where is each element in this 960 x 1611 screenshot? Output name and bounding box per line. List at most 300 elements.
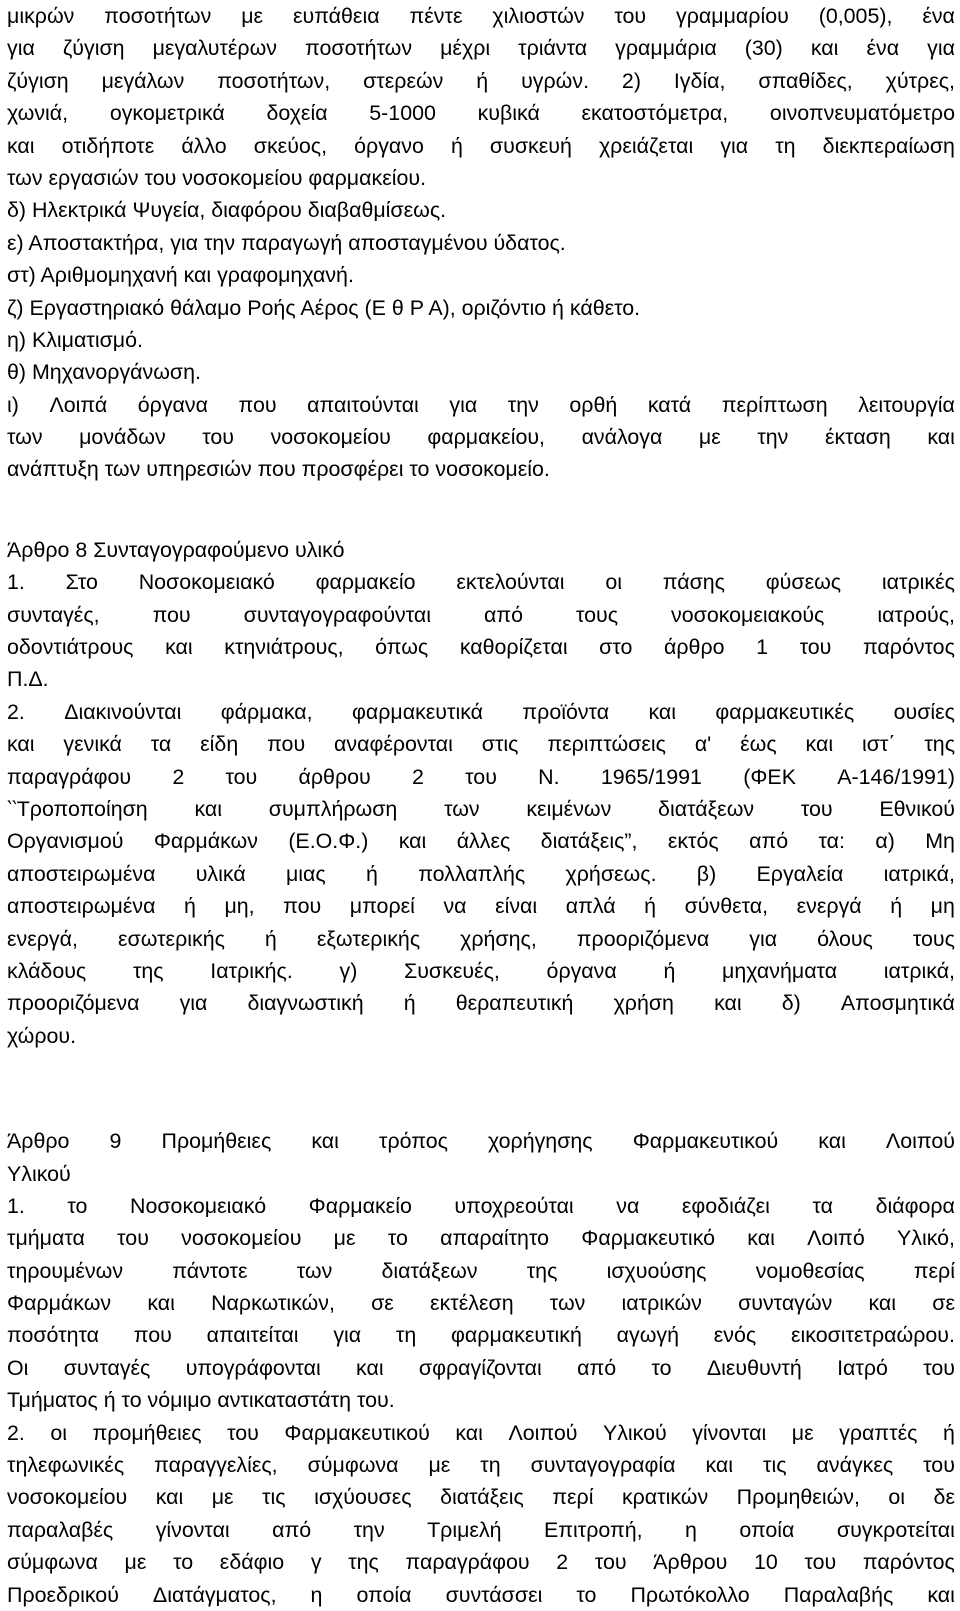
word: φύσεως [765,570,842,595]
word: σύμφωνα [307,1453,399,1478]
word: αναφέρονται [334,732,453,757]
spacer [7,1052,955,1125]
text-line [7,1449,955,1481]
word: Προεδρικού [7,1582,119,1607]
word: την [507,392,539,417]
word: ιατρικά, [883,861,955,886]
word: ή [264,926,277,951]
article-paragraph [7,566,955,696]
word: των [7,425,43,450]
word: Φαρμάκων [7,1291,112,1316]
word: κυβικά [477,101,540,126]
word: του [225,764,258,789]
word: παραλαβές [7,1517,114,1542]
word: και [648,699,677,724]
word: σκεύος, [253,133,328,158]
word: αποστειρωμένα [7,894,156,919]
word: περιπτώσεις [547,732,666,757]
word: ισχύουσες [314,1485,412,1510]
word: ζύγιση [7,68,69,93]
text-line [7,987,955,1019]
word: χρήση [613,991,674,1016]
word: συνταγές [63,1355,151,1380]
word: των [444,796,480,821]
word: ιατρικά, [883,958,955,983]
list-item [7,389,955,486]
word: τους [912,926,955,951]
word: άρθρο [664,635,725,660]
word: με [241,4,264,28]
word: Φαρμακευτικό [581,1226,716,1251]
word: το [651,1355,672,1380]
word: παρόντος [862,1550,955,1575]
word: περίπτωση [721,392,828,417]
word: των [549,1291,586,1316]
spacer [7,486,955,534]
word: Φαρμάκων [153,829,258,854]
word: 10 [754,1550,778,1575]
word: που [238,392,277,417]
word: η [310,1582,323,1607]
word: τις [763,1453,787,1478]
word: και [7,732,35,757]
word: όπως [375,635,429,660]
word: της [348,1550,379,1575]
word: της [924,732,955,757]
word: φαρμακείο [315,570,416,595]
text-line [7,1319,955,1351]
word: από [749,829,789,854]
equipment-list [7,194,955,486]
word: του [923,1453,955,1478]
text-line [7,1287,955,1319]
list-item: η) Κλιματισμό. [7,327,143,352]
word: εσωτερικής [117,926,225,951]
word: και [356,1355,384,1380]
word: τηλεφωνικές [7,1453,125,1478]
word: 2 [172,764,185,789]
word: και [714,991,742,1016]
word: διατάξεις”, [540,829,638,854]
word: του [614,4,647,28]
text-line [7,1514,955,1546]
word: της [526,1258,558,1283]
word: προοριζόμενα [7,991,140,1016]
word: στερεών [363,68,444,93]
word: όργανο [354,133,424,158]
word: χρειάζεται [598,133,694,158]
word: χορήγησης [488,1129,593,1154]
word: τμήματα [7,1226,85,1251]
word: το [387,1226,408,1251]
word: τρόπος [379,1129,448,1154]
word: κατά [647,392,692,417]
document-page [7,0,955,1611]
word: α) [875,829,895,854]
word: Μη [925,829,955,854]
word: (ΦΕΚ [743,764,796,789]
word: (Ε.Ο.Φ.) [288,829,369,854]
word: και [705,1453,734,1478]
word: εξωτερικής [316,926,421,951]
word: νοσοκομειακούς [671,602,825,627]
word: και [747,1226,775,1251]
word: φάρμακα, [220,699,313,724]
text-line [7,421,955,453]
word: και [927,1582,955,1607]
word: χύτρες, [885,68,955,93]
word: Προμήθειες [161,1129,272,1154]
word: του [923,1355,955,1380]
word: τη [480,1453,501,1478]
word: Λοιπού [885,1129,955,1154]
word: με [211,1485,234,1510]
word: απαιτούνται [307,392,419,417]
word: φαρμακείου, [427,425,545,450]
word: ορθή [569,392,618,417]
word: νοσοκομείου [270,425,391,450]
word: το [576,1582,597,1607]
word: και [155,1485,184,1510]
word: μη, [224,894,255,919]
word: και [927,425,955,450]
text-line: χώρου. [7,1023,77,1048]
word: και [7,133,35,158]
word: ή [890,894,903,919]
word: άλλο [181,133,227,158]
word: Ιατρικής. [210,958,293,983]
word: περί [913,1258,955,1283]
word: πάσης [662,570,725,595]
word: ισχυούσης [606,1258,707,1283]
word: διατάξεων [381,1258,478,1283]
word: Ν. [538,764,560,789]
word: του [227,1420,259,1445]
word: διατάξεων [658,796,755,821]
word: τα [150,732,172,757]
word: υγρών. [521,68,590,93]
word: Λοιπά [49,392,108,417]
word: ή [663,958,676,983]
word: σε [932,1291,955,1316]
word: έως [740,732,777,757]
word: Επιτροπή, [543,1517,643,1542]
word: Φαρμακευτικού [284,1420,430,1445]
word: απαραίτητο [440,1226,549,1251]
word: ή [942,1420,955,1445]
article-heading: Άρθρο 8 Συνταγογραφούμενο υλικό [7,537,345,562]
word: για [333,1323,362,1348]
word: τις [262,1485,286,1510]
word: οι [888,1485,906,1510]
word: ποσοτήτων [104,4,212,28]
word: για [449,392,478,417]
text-line [7,761,955,793]
word: για [179,991,208,1016]
word: διαγνωστική [247,991,364,1016]
word: Ιγδία, [673,68,726,93]
word: και [398,829,427,854]
list-item: ζ) Εργαστηριακό θάλαμο Ροής Αέρος (Ε θ Ρ Α), οριζόντιο ή κάθετο. [7,295,641,320]
word: του [117,1226,149,1251]
word: ενεργά [796,894,862,919]
article-8 [7,534,955,1052]
word: φαρμακευτικές [715,699,855,724]
word: ή [184,894,196,919]
word: (30) [744,36,783,61]
word: υλικά [195,861,246,886]
word: ζύγιση [62,36,125,61]
word: μικρών [7,4,75,28]
word: η [685,1517,697,1542]
word: απαιτείται [206,1323,299,1348]
word: Διατάγματος, [152,1582,277,1607]
word: εικοσιτετραώρου. [790,1323,955,1348]
word: Παραλαβής [783,1582,894,1607]
word: μέχρι [440,36,491,61]
word: ιατρούς, [877,602,955,627]
text-line [7,1546,955,1578]
word: τους [575,602,619,627]
word: μονάδων [79,425,166,450]
word: νοσοκομείου [181,1226,302,1251]
word: ή [450,133,463,158]
word: με [333,1226,356,1251]
word: ι) [7,392,19,417]
word: γραμμάρια [615,36,717,61]
word: Στο [65,570,98,595]
word: τη [775,133,796,158]
word: τα [812,1193,834,1218]
word: ευπάθεια [292,4,380,28]
word: Άρθρο [7,1129,70,1154]
word: παραγράφου [7,764,132,789]
text-line [7,955,955,987]
word: χρήσης, [460,926,537,951]
word: να [443,894,467,919]
word: διεκπεραίωση [822,133,955,158]
word: φαρμακευτικά [351,699,483,724]
word: εκτελούνται [456,570,565,595]
list-item: θ) Μηχανοργάνωση. [7,360,201,385]
word: την [757,425,789,450]
word: συσκευή [489,133,572,158]
word: Άρθρου [653,1550,728,1575]
word: άλλες [456,829,511,854]
word: τηρουμένων [7,1258,124,1283]
text-line [7,1352,955,1384]
word: προϊόντα [522,699,610,724]
word: και [810,36,839,61]
word: ένα [922,4,955,28]
word: για [749,926,778,951]
word: σπαθίδες, [758,68,853,93]
word: α' [694,732,712,757]
word: Α-146/1991) [837,764,955,789]
word: από [483,602,523,627]
word: χωνιά, [7,101,69,126]
word: οι [605,570,622,595]
word: μεγάλων [101,68,185,93]
word: το [173,1550,194,1575]
text-line: Υλικού [7,1161,71,1186]
word: προμήθειες [92,1420,202,1445]
word: αποστειρωμένα [7,861,156,886]
word: γίνονται [155,1517,230,1542]
word: όλους [817,926,873,951]
word: Οι [7,1355,29,1380]
word: και [818,1129,846,1154]
word: Ναρκωτικών, [211,1291,335,1316]
word: δ) [781,991,801,1016]
word: που [267,732,306,757]
word: μηχανήματα [722,958,838,983]
word: προοριζόμενα [576,926,710,951]
word: την [353,1517,385,1542]
word: του [804,1550,837,1575]
word: θεραπευτική [455,991,574,1016]
word: οποία [739,1517,795,1542]
text-line [7,890,955,922]
word: από [272,1517,312,1542]
word: και [165,635,193,660]
word: Εθνικού [879,796,955,821]
word: Διακινούνται [64,699,182,724]
word: δε [933,1485,955,1510]
word: ποσοτήτων, [217,68,331,93]
word: οινοπνευματόμετρο [769,101,955,126]
word: με [428,1453,451,1478]
word: χιλιοστών [492,4,585,28]
word: με [124,1550,147,1575]
word: μεγαλυτέρων [152,36,277,61]
word: υποχρεούται [454,1193,574,1218]
text-line [7,599,955,631]
list-item: ε) Αποστακτήρα, για την παραγωγή αποσταγμένου ύδατος. [7,230,566,255]
word: ή [403,991,416,1016]
article-paragraph [7,696,955,1052]
word: απλά [565,894,616,919]
word: τριάντα [518,36,588,61]
word: με [791,1420,814,1445]
word: πάντοτε [172,1258,248,1283]
word: εδάφιο [219,1550,285,1575]
word: 2. [7,1420,25,1445]
article-paragraph [7,1417,955,1611]
word: του [202,425,235,450]
word: να [616,1193,640,1218]
word: (0,005), [818,4,893,28]
text-line: ανάπτυξη των υπηρεσιών που προσφέρει το νοσοκομείο. [7,457,550,482]
word: και [455,1420,483,1445]
word: λειτουργία [858,392,955,417]
word: πολλαπλής [418,861,526,886]
article-9 [7,1125,955,1611]
word: κτηνιάτρους, [224,635,344,660]
word: ποσοτήτων [305,36,413,61]
text-line [7,728,955,760]
word: Νοσοκομειακό [138,570,275,595]
word: παρόντος [862,635,955,660]
word: 2 [556,1550,569,1575]
word: εκτός [667,829,719,854]
word: παραγράφου [405,1550,530,1575]
word: 5-1000 [369,101,436,126]
word: τα: [818,829,845,854]
continued-paragraph [7,0,955,194]
word: ή [476,68,489,93]
article-paragraph [7,1190,955,1417]
word: μιας [285,861,326,886]
word: οποία [356,1582,412,1607]
word: και [311,1129,339,1154]
word: διατάξεις [440,1485,524,1510]
word: παραγγελίες, [154,1453,278,1478]
word: της [132,958,164,983]
word: Ιατρό [837,1355,888,1380]
word: 1 [756,635,769,660]
word: σύμφωνα [7,1550,98,1575]
text-line [7,1579,955,1611]
word: του [800,796,833,821]
word: σε [371,1291,394,1316]
text-line [7,1190,955,1222]
word: με [698,425,721,450]
text-line [7,1222,955,1254]
word: του [465,764,497,789]
word: περί [552,1485,594,1510]
word: ή [366,861,378,886]
word: Οργανισμού [7,829,124,854]
text-line [7,389,955,421]
word: του [594,1550,627,1575]
word: Φαρμακευτικού [632,1129,779,1154]
text-line [7,793,955,825]
list-item: δ) Ηλεκτρικά Ψυγεία, διαφόρου διαβαθμίσεως. [7,198,447,223]
text-line [7,65,955,97]
word: 2 [411,764,424,789]
text-line [7,130,955,162]
list-item: στ) Αριθμομηχανή και γραφομηχανή. [7,263,354,288]
text-line [7,825,955,857]
word: φαρμακευτική [451,1323,582,1348]
word: και [868,1291,897,1316]
word: ένα [866,36,900,61]
word: κρατικών [621,1485,709,1510]
text-line: Τμήματος ή το νόμιμο αντικαταστάτη του. [7,1388,395,1413]
word: ενός [713,1323,757,1348]
word: και [147,1291,175,1316]
word: νομοθεσίας [755,1258,865,1283]
word: εφοδιάζει [681,1193,770,1218]
word: που [133,1323,172,1348]
word: 1. [7,570,25,595]
word: Λοιπό [807,1226,865,1251]
word: ογκομετρικά [109,101,225,126]
text-line [7,696,955,728]
word: ενεργά, [7,926,78,951]
word: στις [481,732,519,757]
word: εκατοστόμετρα, [581,101,729,126]
word: Συσκευές, [404,958,500,983]
word: ή [644,894,657,919]
word: Λοιπού [508,1420,578,1445]
word: Διευθυντή [706,1355,802,1380]
word: το [67,1193,88,1218]
word: γραμμαρίου [676,4,789,28]
word: γενικά [63,732,122,757]
word: Αποσμητικά [840,991,955,1016]
